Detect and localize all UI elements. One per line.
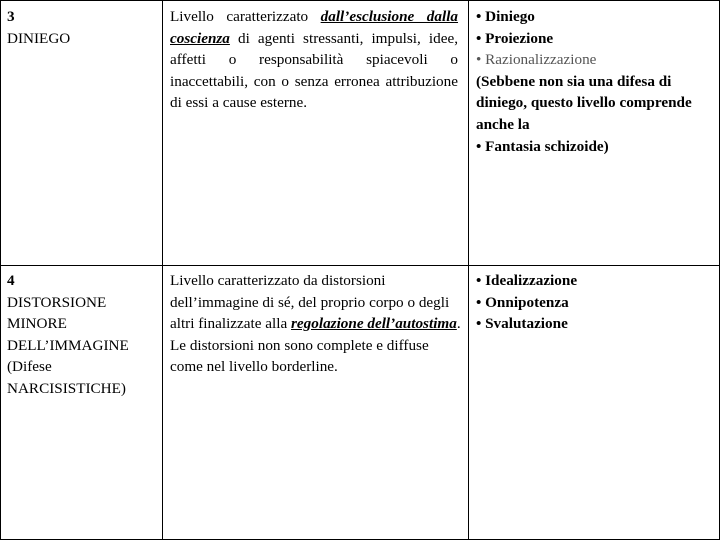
level-cell-row1 bbox=[7, 6, 157, 49]
defense-item: • Onnipotenza bbox=[476, 293, 569, 311]
defense-item: • Proiezione bbox=[476, 29, 554, 47]
defenses-cell-row1 bbox=[476, 6, 716, 157]
level-name-line: DISTORSIONE bbox=[7, 293, 107, 311]
level-name-line: (Difese bbox=[7, 358, 52, 376]
description-emphasis: regolazione dell’autostima bbox=[291, 315, 457, 333]
level-name-line: DELL’IMMAGINE bbox=[7, 336, 129, 354]
defense-note: (Sebbene non sia una difesa di diniego, questo livello comprende anche la bbox=[476, 72, 692, 133]
level-cell-row2 bbox=[7, 270, 162, 400]
description-text: di agenti stressanti, impulsi, idee, affetti o responsabilità spiacevoli o inaccettabili, con o senza erronea attribuzione di essi a cause esterne. bbox=[170, 29, 458, 112]
column-divider-1 bbox=[162, 1, 163, 539]
defenses-cell-row2 bbox=[476, 270, 716, 335]
description-text: Livello caratterizzato bbox=[170, 8, 321, 25]
level-number: 3 bbox=[7, 8, 15, 25]
description-text: . Le distorsioni non sono complete e diffuse come nel livello borderline. bbox=[170, 315, 461, 376]
description-cell-row2 bbox=[170, 270, 464, 378]
row-divider bbox=[1, 265, 719, 266]
defense-item: • Diniego bbox=[476, 8, 535, 25]
defense-item: • Fantasia schizoide) bbox=[476, 137, 609, 155]
level-name-line: DINIEGO bbox=[7, 29, 71, 47]
defense-item: • Razionalizzazione bbox=[476, 51, 597, 69]
column-divider-2 bbox=[468, 1, 469, 539]
level-name-line: MINORE bbox=[7, 315, 67, 333]
description-emphasis: dall’esclusione dalla coscienza bbox=[170, 8, 459, 47]
description-text: Livello caratterizzato da distorsioni dell’immagine di sé, del proprio corpo o degli altri finalizzate alla bbox=[170, 272, 450, 333]
description-cell-row1 bbox=[170, 6, 458, 114]
defense-item: • Svalutazione bbox=[476, 315, 568, 333]
defense-item: • Idealizzazione bbox=[476, 272, 578, 289]
level-number: 4 bbox=[7, 272, 15, 289]
level-name-line: NARCISISTICHE) bbox=[7, 379, 126, 397]
